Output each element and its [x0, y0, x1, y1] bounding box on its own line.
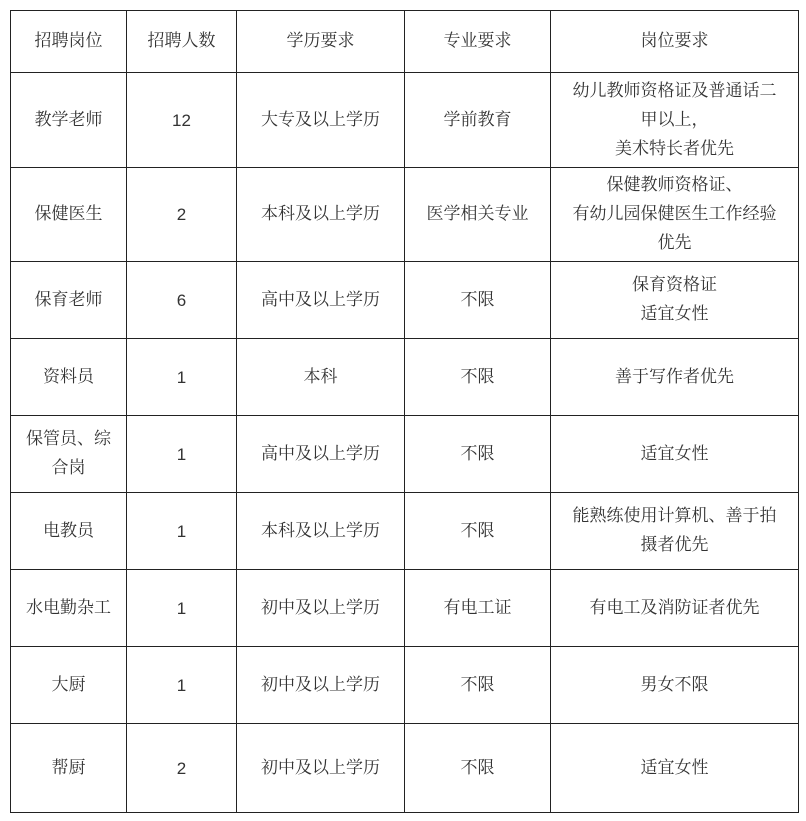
cell-education: 本科 — [237, 339, 405, 416]
cell-requirements-line: 适宜女性 — [640, 757, 709, 778]
cell-requirements-line: 适宜女性 — [640, 443, 709, 464]
table-body — [11, 73, 799, 813]
cell-position-line: 合岗 — [51, 458, 86, 478]
table-row — [11, 724, 799, 813]
cell-major: 不限 — [405, 647, 551, 724]
cell-requirements-line: 甲以上， — [640, 109, 709, 130]
cell-position — [11, 73, 127, 168]
header-position: 招聘岗位 — [11, 11, 127, 73]
cell-count: 1 — [127, 570, 237, 647]
cell-position-line: 电教员 — [43, 520, 94, 541]
cell-major: 不限 — [405, 493, 551, 570]
cell-requirements — [551, 262, 799, 339]
cell-position-line: 保管员、综 — [26, 429, 111, 449]
cell-major: 不限 — [405, 416, 551, 493]
cell-requirements — [551, 493, 799, 570]
cell-count: 6 — [127, 262, 237, 339]
cell-requirements-line: 有幼儿园保健医生工作经验 — [572, 204, 777, 224]
cell-requirements — [551, 724, 799, 813]
cell-major: 不限 — [405, 339, 551, 416]
table-row — [11, 647, 799, 724]
cell-position-line: 水电勤杂工 — [26, 597, 111, 618]
cell-requirements-line: 美术特长者优先 — [615, 138, 734, 159]
cell-position — [11, 168, 127, 262]
cell-requirements-line: 有电工及消防证者优先 — [589, 597, 760, 618]
cell-position-line: 大厨 — [51, 674, 86, 695]
cell-requirements-line: 善于写作者优先 — [615, 366, 734, 387]
cell-position-line: 教学老师 — [34, 109, 103, 130]
cell-requirements — [551, 647, 799, 724]
cell-position — [11, 416, 127, 493]
header-row — [11, 11, 799, 73]
cell-major: 医学相关专业 — [405, 168, 551, 262]
table-row — [11, 262, 799, 339]
cell-position — [11, 339, 127, 416]
cell-major: 不限 — [405, 724, 551, 813]
cell-position — [11, 570, 127, 647]
cell-count: 2 — [127, 724, 237, 813]
cell-requirements-line: 摄者优先 — [640, 535, 709, 555]
header-requirements: 岗位要求 — [551, 11, 799, 73]
cell-requirements — [551, 168, 799, 262]
cell-count: 1 — [127, 416, 237, 493]
cell-major: 学前教育 — [405, 73, 551, 168]
cell-position — [11, 493, 127, 570]
cell-position — [11, 724, 127, 813]
cell-requirements — [551, 339, 799, 416]
header-major: 专业要求 — [405, 11, 551, 73]
cell-position — [11, 647, 127, 724]
cell-education: 高中及以上学历 — [237, 262, 405, 339]
recruitment-table — [10, 10, 799, 813]
header-count: 招聘人数 — [127, 11, 237, 73]
table-row — [11, 168, 799, 262]
cell-requirements — [551, 416, 799, 493]
cell-major: 不限 — [405, 262, 551, 339]
table-row — [11, 570, 799, 647]
cell-count: 2 — [127, 168, 237, 262]
cell-education: 初中及以上学历 — [237, 570, 405, 647]
cell-education: 初中及以上学历 — [237, 647, 405, 724]
cell-position — [11, 262, 127, 339]
cell-requirements — [551, 73, 799, 168]
cell-requirements-line: 幼儿教师资格证及普通话二 — [572, 80, 777, 101]
cell-count: 1 — [127, 647, 237, 724]
cell-position-line: 资料员 — [43, 366, 94, 387]
cell-education: 本科及以上学历 — [237, 493, 405, 570]
table-row — [11, 493, 799, 570]
cell-count: 1 — [127, 339, 237, 416]
cell-requirements-line: 优先 — [657, 233, 692, 253]
cell-requirements-line: 适宜女性 — [640, 304, 709, 324]
header-education: 学历要求 — [237, 11, 405, 73]
cell-count: 1 — [127, 493, 237, 570]
cell-education: 大专及以上学历 — [237, 73, 405, 168]
cell-position-line: 保育老师 — [34, 289, 103, 310]
cell-requirements-line: 男女不限 — [640, 674, 709, 695]
cell-count: 12 — [127, 73, 237, 168]
cell-requirements — [551, 570, 799, 647]
cell-major: 有电工证 — [405, 570, 551, 647]
cell-position-line: 帮厨 — [51, 757, 86, 778]
cell-requirements-line: 保健教师资格证、 — [606, 175, 743, 195]
cell-requirements-line: 保育资格证 — [632, 275, 717, 295]
cell-education: 初中及以上学历 — [237, 724, 405, 813]
cell-education: 高中及以上学历 — [237, 416, 405, 493]
table-row — [11, 339, 799, 416]
table-row — [11, 73, 799, 168]
cell-education: 本科及以上学历 — [237, 168, 405, 262]
cell-position-line: 保健医生 — [34, 204, 103, 224]
cell-requirements-line: 能熟练使用计算机、善于拍 — [572, 506, 777, 526]
table-row — [11, 416, 799, 493]
